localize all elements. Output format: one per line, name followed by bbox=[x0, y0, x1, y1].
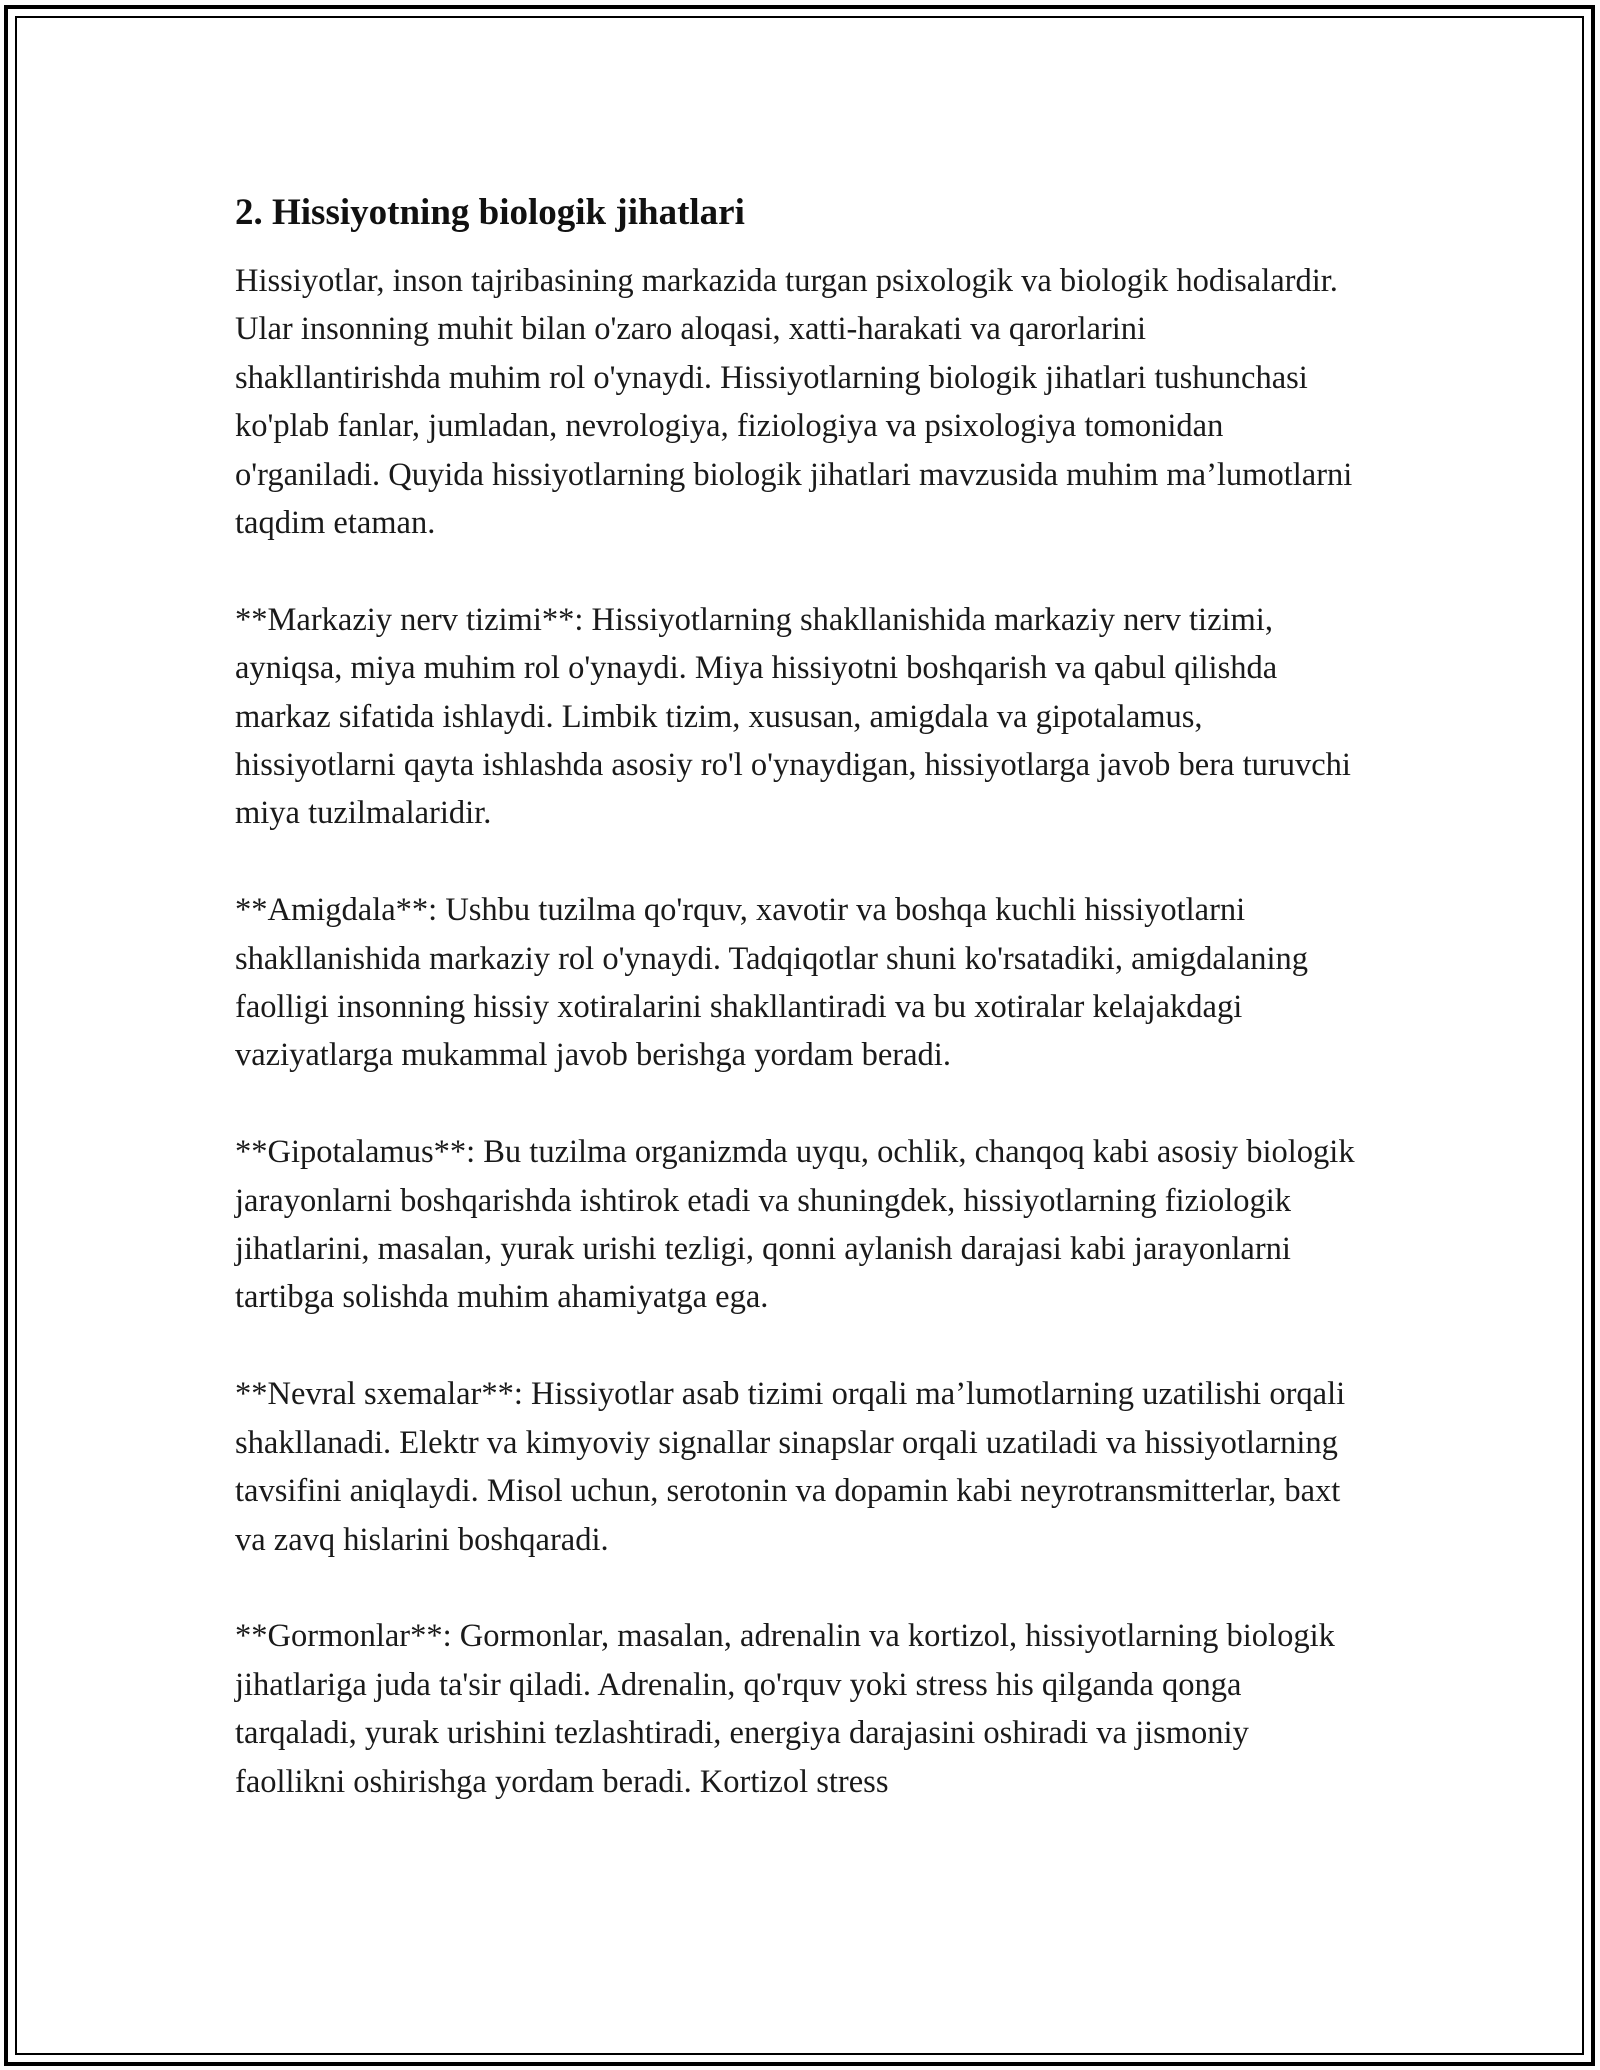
document-body bbox=[235, 187, 1355, 1806]
paragraph-central-nervous-system: **Markaziy nerv tizimi**: Hissiyotlarning shakllanishida markaziy nerv tizimi, ayniqsa, miya muhim rol o'ynaydi. Miya hissiyotni boshqarish va qabul qilishda markaz sifatida ishlaydi. Limbik tizim, xususan, amigdala va gipotalamus, hissiyotlarni qayta ishlashda asosiy ro'l o'ynaydigan, hissiyotlarga javob bera turuvchi miya tuzilmalaridir. bbox=[235, 601, 1351, 832]
paragraph-intro: Hissiyotlar, inson tajribasining markazida turgan psixologik va biologik hodisalardir. Ular insonning muhit bilan o'zaro aloqasi, xatti-harakati va qarorlarini shakllantirishda muhim rol o'ynaydi. Hissiyotlarning biologik jihatlari tushunchasi ko'plab fanlar, jumladan, nevrologiya, fiziologiya va psixologiya tomonidan o'rganiladi. Quyida hissiyotlarning biologik jihatlari mavzusida muhim ma’lumotlarni taqdim etaman. bbox=[235, 263, 1353, 542]
section-heading: 2. Hissiyotning biologik jihatlari bbox=[235, 192, 745, 233]
paragraph-hypothalamus: **Gipotalamus**: Bu tuzilma organizmda uyqu, ochlik, chanqoq kabi asosiy biologik jarayonlarni boshqarishda ishtirok etadi va shuningdek, hissiyotlarning fiziologik jihatlarini, masalan, yurak urishi tezligi, qonni aylanish darajasi kabi jarayonlarni tartibga solishda muhim ahamiyatga ega. bbox=[235, 1134, 1355, 1316]
paragraph-neural-circuits: **Nevral sxemalar**: Hissiyotlar asab tizimi orqali ma’lumotlarning uzatilishi orqali shakllanadi. Elektr va kimyoviy signallar sinapslar orqali uzatiladi va hissiyotlarning tavsifini aniqlaydi. Misol uchun, serotonin va dopamin kabi neyrotransmitterlar, baxt va zavq hislarini boshqaradi. bbox=[235, 1376, 1346, 1558]
paragraph-amygdala: **Amigdala**: Ushbu tuzilma qo'rquv, xavotir va boshqa kuchli hissiyotlarni shakllanishida markaziy rol o'ynaydi. Tadqiqotlar shuni ko'rsatadiki, amigdalaning faolligi insonning hissiy xotiralarini shakllantiradi va bu xotiralar kelajakdagi vaziyatlarga mukammal javob berishga yordam beradi. bbox=[235, 892, 1308, 1074]
paragraph-hormones: **Gormonlar**: Gormonlar, masalan, adrenalin va kortizol, hissiyotlarning biologik jihatlariga juda ta'sir qiladi. Adrenalin, qo'rquv yoki stress his qilganda qonga tarqaladi, yurak urishini tezlashtiradi, energiya darajasini oshiradi va jismoniy faollikni oshirishga yordam beradi. Kortizol stress bbox=[235, 1618, 1335, 1800]
